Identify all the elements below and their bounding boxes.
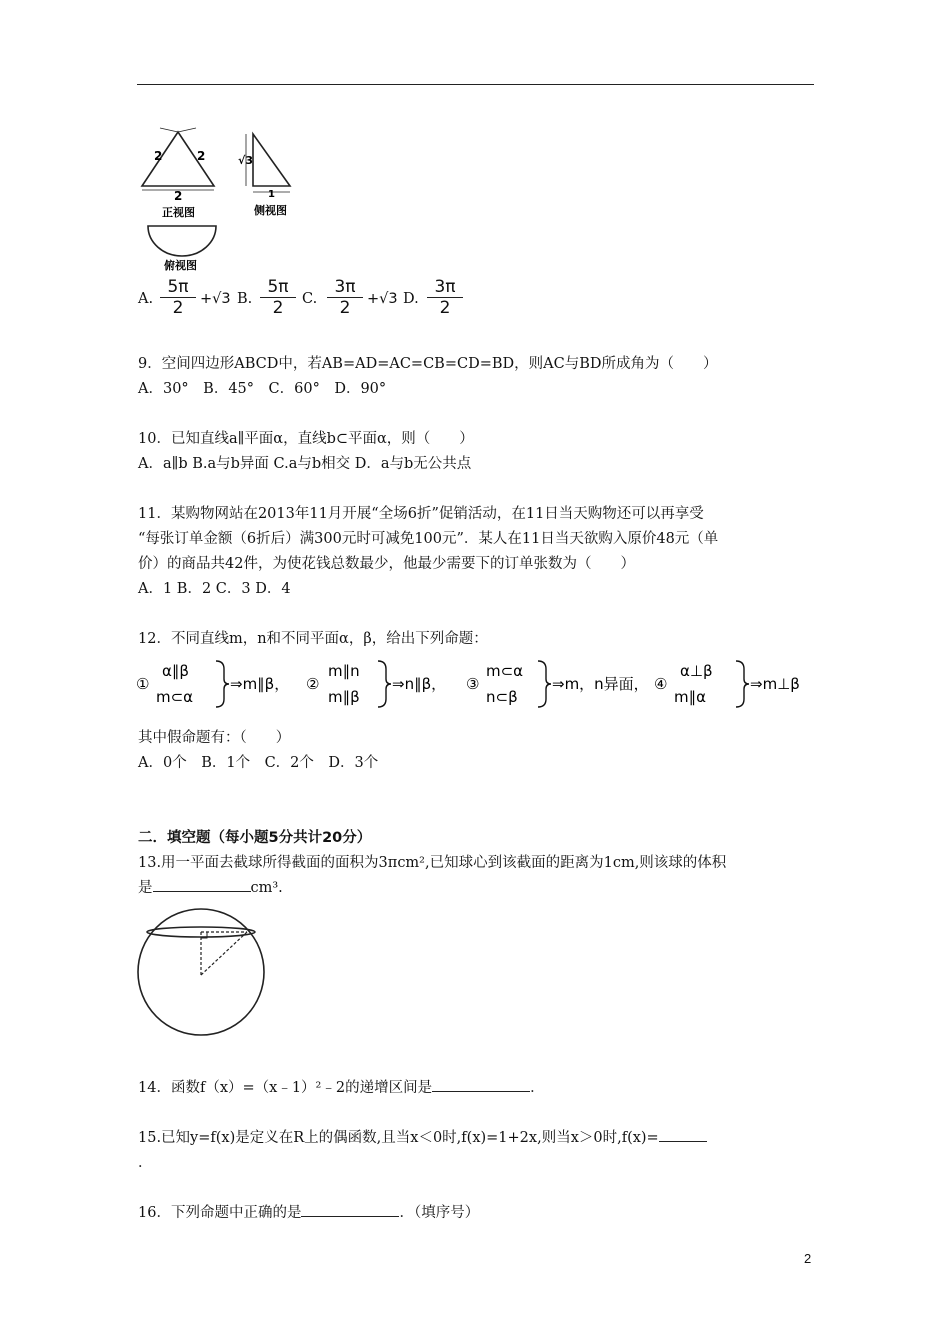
q8-a-numerator: 5π	[160, 277, 196, 298]
q16-text: 16．下列命题中正确的是	[138, 1205, 302, 1221]
q14-text: 14．函数f（x）=（x﹣1）²﹣2的递增区间是	[138, 1080, 433, 1096]
page-number: 2	[804, 1251, 812, 1266]
prop3-conclusion: ⇒m，n异面，	[552, 675, 649, 693]
q13-line-2-prefix: 是	[138, 880, 153, 896]
q8-option-d-label: D.	[403, 291, 419, 307]
q11-line-2: “每张订单金额（6折后）满300元时可减免100元”．某人在11日当天欲购入原价48元（单	[138, 531, 719, 547]
q12-propositions	[134, 655, 814, 713]
prop3-premise-bottom: n⊂β	[486, 688, 518, 706]
q12-options: A．0个 B．1个 C．2个 D．3个	[138, 755, 379, 771]
side-dim-base: 1	[268, 189, 275, 200]
sphere-figure	[134, 905, 270, 1041]
q13-answer-blank[interactable]	[153, 878, 251, 892]
three-view-figure	[130, 120, 310, 275]
q15-text: 15.已知y=f(x)是定义在R上的偶函数,且当x＜0时,f(x)=1+2x,则当x＞0时,f(x)=	[138, 1130, 659, 1146]
front-dim-left: 2	[154, 149, 163, 163]
q9-stem: 9．空间四边形ABCD中，若AB=AD=AC=CB=CD=BD，则AC与BD所成角为（ ）	[138, 356, 718, 372]
q8-option-b-fraction	[260, 277, 296, 318]
prop1-number: ①	[136, 675, 150, 693]
prop2-premise-bottom: m∥β	[328, 688, 360, 706]
q14-suffix: ．	[530, 1080, 545, 1096]
prop2-number: ②	[306, 675, 320, 693]
prop1-conclusion: ⇒m∥β，	[230, 675, 290, 693]
prop4-premise-top: α⊥β	[680, 662, 713, 680]
q10-options: A．a∥b B.a与b异面 C.a与b相交 D．a与b无公共点	[138, 456, 472, 472]
q13-line-2-suffix: cm³.	[250, 880, 283, 896]
q8-c-denominator: 2	[339, 298, 351, 318]
q8-option-b-label: B.	[237, 291, 253, 307]
prop4-premise-bottom: m∥α	[674, 688, 706, 706]
q11-line-1: 11．某购物网站在2013年11月开展“全场6折”促销活动，在11日当天购物还可以再享受	[138, 506, 704, 522]
front-dim-right: 2	[197, 149, 206, 163]
side-view-label: 侧视图	[254, 204, 287, 217]
q13-line-2	[138, 876, 283, 897]
prop4-conclusion: ⇒m⊥β	[750, 675, 800, 693]
q8-d-numerator: 3π	[427, 277, 463, 298]
prop2-premise-top: m∥n	[328, 662, 360, 680]
q8-option-c-extra: +√3	[367, 291, 398, 307]
q8-option-d-fraction	[427, 277, 463, 318]
q10-stem: 10．已知直线a∥平面α，直线b⊂平面α，则（ ）	[138, 431, 474, 447]
q8-option-c-label: C.	[302, 291, 318, 307]
top-view	[148, 226, 216, 272]
prop1-premise-top: α∥β	[162, 662, 189, 680]
q8-d-denominator: 2	[439, 298, 451, 318]
q8-b-numerator: 5π	[260, 277, 296, 298]
prop2-brace	[378, 661, 391, 707]
q8-b-denominator: 2	[272, 298, 284, 318]
q8-c-numerator: 3π	[327, 277, 363, 298]
q8-option-a-extra: +√3	[200, 291, 231, 307]
top-view-label: 俯视图	[164, 259, 197, 272]
prop2-conclusion: ⇒n∥β，	[392, 675, 447, 693]
q14-answer-blank[interactable]	[432, 1078, 530, 1092]
front-view	[142, 128, 214, 219]
q8-option-a-label: A.	[138, 291, 154, 307]
q15-answer-blank[interactable]	[659, 1128, 707, 1142]
front-dim-bottom: 2	[174, 189, 183, 203]
q11-line-3: 价）的商品共42件，为使花钱总数最少，他最少需要下的订单张数为（ ）	[138, 556, 635, 572]
q16-suffix: ．（填序号）	[399, 1205, 480, 1221]
q12-stem: 12．不同直线m，n和不同平面α，β，给出下列命题：	[138, 631, 488, 647]
q14	[138, 1076, 545, 1097]
q13-line-1: 13.用一平面去截球所得截面的面积为3πcm²,已知球心到该截面的距离为1cm,则该球的体积	[138, 855, 727, 871]
prop1-brace	[216, 661, 229, 707]
prop3-number: ③	[466, 675, 480, 693]
prop3-premise-top: m⊂α	[486, 662, 524, 680]
prop1-premise-bottom: m⊂α	[156, 688, 194, 706]
q8-option-a-fraction	[160, 277, 196, 318]
q8-option-c-fraction	[327, 277, 363, 318]
q15-line-2: ．	[138, 1155, 153, 1171]
q12-false-count: 其中假命题有：（ ）	[138, 730, 291, 746]
prop3-brace	[538, 661, 551, 707]
q11-options: A．1 B．2 C．3 D．4	[138, 581, 291, 597]
q15-line-1	[138, 1126, 707, 1147]
front-view-label: 正视图	[162, 206, 195, 219]
q8-a-denominator: 2	[172, 298, 184, 318]
side-view	[238, 134, 290, 217]
section-2-title: 二．填空题（每小题5分共计20分）	[138, 830, 372, 846]
prop4-brace	[736, 661, 749, 707]
side-dim-height: √3	[238, 154, 253, 167]
q16-answer-blank[interactable]	[301, 1203, 399, 1217]
header-rule	[137, 84, 814, 85]
q9-options: A．30° B．45° C．60° D．90°	[138, 381, 387, 397]
q16	[138, 1201, 479, 1222]
prop4-number: ④	[654, 675, 668, 693]
